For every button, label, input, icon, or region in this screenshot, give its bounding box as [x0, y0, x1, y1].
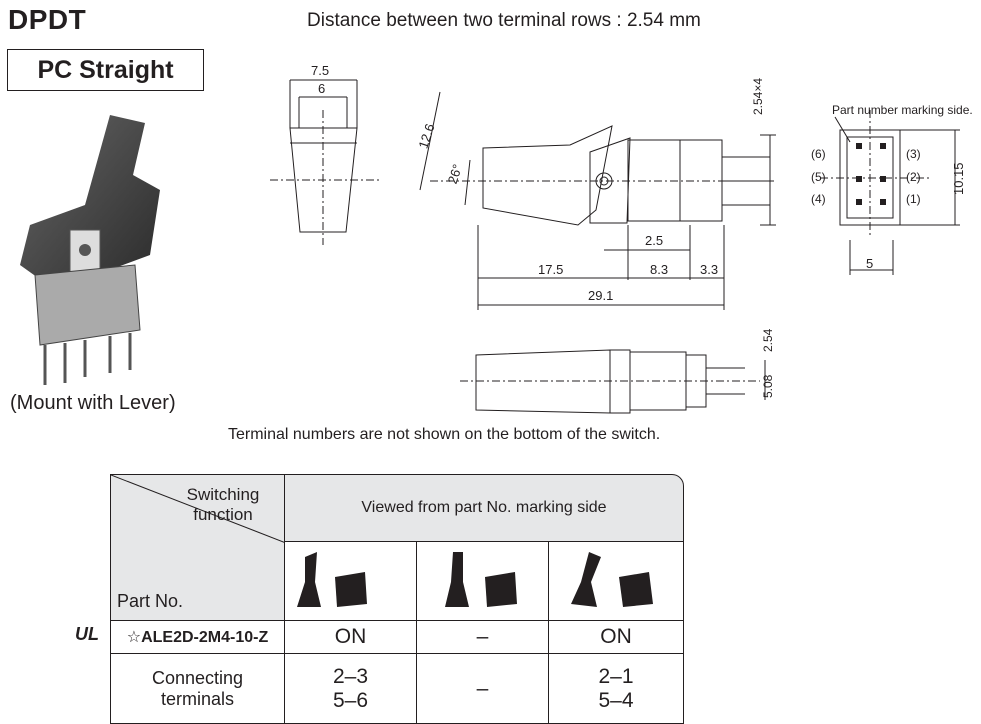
- dim-lever-height: 12.6: [415, 121, 438, 151]
- terminal-left-3: (4): [811, 192, 826, 206]
- dim-row-spacing: 5.08: [761, 374, 775, 398]
- marking-side-label: Part number marking side.: [832, 103, 973, 117]
- dim-pitch: 2.54×4: [751, 77, 765, 115]
- terminal-left-1: (6): [811, 147, 826, 161]
- terminal-right-3: (1): [906, 192, 921, 206]
- dim-front-outer: 7.5: [311, 63, 330, 78]
- switching-function-header: Switching function: [186, 485, 260, 524]
- dim-body-length: 8.3: [650, 262, 669, 277]
- ul-certification-mark: UL: [75, 624, 99, 644]
- dim-terminal-length: 3.3: [700, 262, 719, 277]
- page-title: DPDT: [8, 4, 87, 35]
- position-2-state: –: [416, 620, 549, 654]
- terminal-right-1: (3): [906, 147, 921, 161]
- photo-caption: (Mount with Lever): [10, 392, 176, 414]
- terminal-right-2: (2): [906, 170, 921, 184]
- connecting-3: 2–1 5–4: [548, 653, 684, 724]
- mounting-type-label: PC Straight: [37, 55, 174, 84]
- dim-width: 5: [866, 256, 874, 271]
- table-header-corner: [110, 474, 285, 621]
- connecting-1: 2–3 5–6: [284, 653, 417, 724]
- connecting-2: –: [416, 653, 549, 724]
- dim-total-length: 29.1: [588, 288, 614, 303]
- dim-height: 10.15: [951, 162, 966, 195]
- position-1-state: ON: [284, 620, 417, 654]
- switching-table: [110, 474, 684, 724]
- position-icon-1: [284, 541, 417, 621]
- position-icon-3: [548, 541, 684, 621]
- dim-offset: 2.5: [645, 233, 664, 248]
- viewed-header: Viewed from part No. marking side: [284, 474, 684, 542]
- position-icon-2: [416, 541, 549, 621]
- terminal-left-2: (5): [811, 170, 826, 184]
- part-no-header: Part No.: [117, 591, 184, 611]
- terminal-row-distance-note: Distance between two terminal rows : 2.54 mm: [307, 10, 701, 31]
- side-view-lever: [483, 126, 612, 225]
- dim-lever-angle: 26°: [444, 162, 466, 186]
- dim-row-pitch: 2.54: [761, 328, 775, 352]
- dim-lever-length: 17.5: [538, 262, 564, 277]
- dim-front-inner: 6: [318, 81, 326, 96]
- connecting-terminals-label: Connecting terminals: [110, 653, 285, 724]
- part-number-cell: ☆ALE2D-2M4-10-Z: [110, 620, 285, 654]
- terminal-note: Terminal numbers are not shown on the bottom of the switch.: [228, 426, 661, 443]
- position-3-state: ON: [548, 620, 684, 654]
